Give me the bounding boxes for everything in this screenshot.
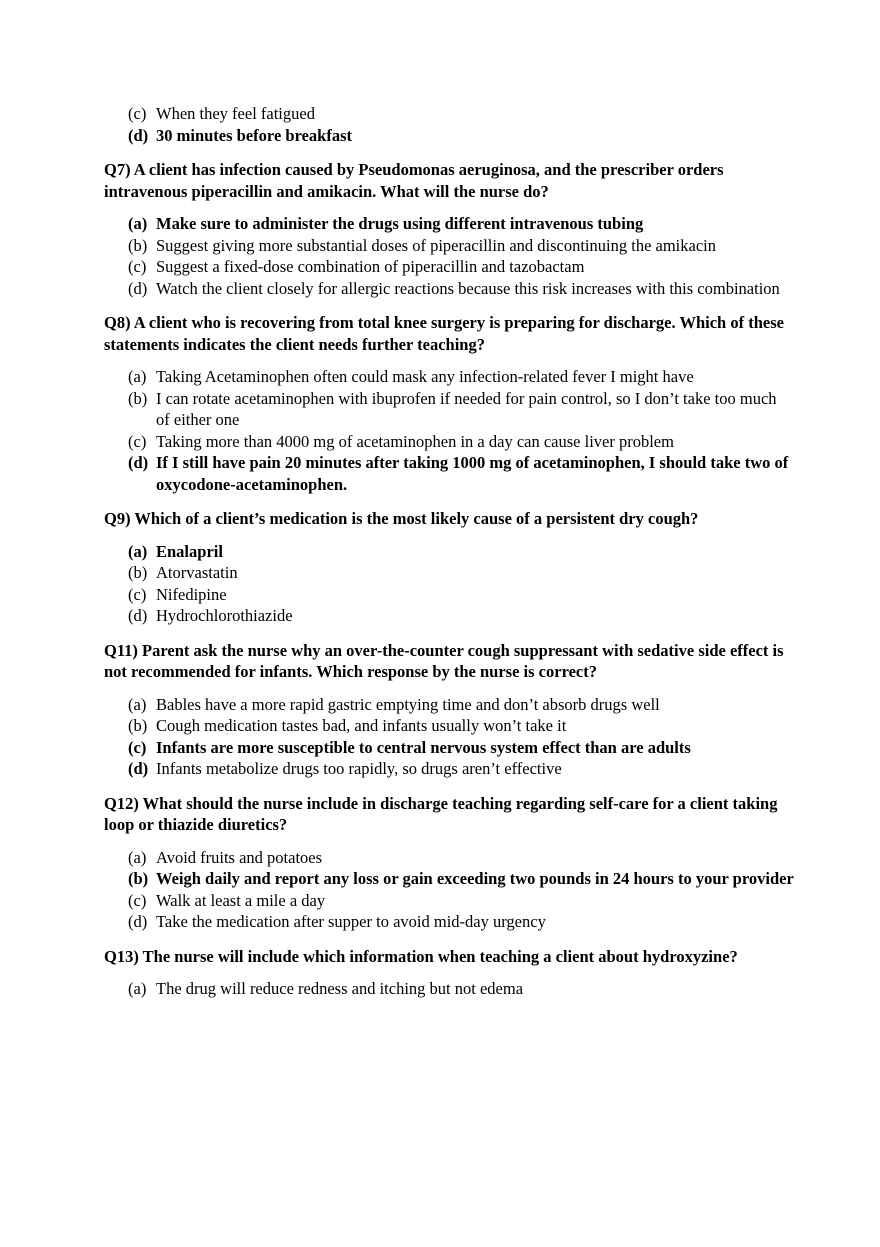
option-letter: (d) xyxy=(128,912,148,931)
option-letter: (b) xyxy=(128,716,148,735)
option-letter: (c) xyxy=(128,257,147,276)
option-b xyxy=(128,562,794,584)
option-letter: (b) xyxy=(128,388,148,408)
option-text: Atorvastatin xyxy=(156,563,238,582)
option-text: Take the medication after supper to avoid mid-day urgency xyxy=(156,912,546,931)
answer-options xyxy=(104,366,794,495)
option-letter: (c) xyxy=(128,890,147,910)
question-text: Q11) Parent ask the nurse why an over-the-counter cough suppressant with sedative side effect is not recommended for infants. Which response by the nurse is correct? xyxy=(104,640,784,681)
option-text: Walk at least a mile a day xyxy=(156,890,326,910)
option-letter: (c) xyxy=(128,584,147,604)
option-letter: (b) xyxy=(128,869,149,888)
option-text: 30 minutes before breakfast xyxy=(156,125,353,145)
option-b xyxy=(128,715,794,737)
option-letter: (a) xyxy=(128,214,148,233)
answer-options xyxy=(104,213,794,299)
option-letter: (b) xyxy=(128,235,148,255)
option-a-answer xyxy=(128,213,794,235)
question-text: Q13) The nurse will include which information when teaching a client about hydroxyzine? xyxy=(104,946,738,966)
option-letter: (c) xyxy=(128,431,147,451)
option-c xyxy=(128,103,794,125)
option-letter: (a) xyxy=(128,694,147,714)
question-block-q9 xyxy=(104,508,794,627)
option-a xyxy=(128,694,794,716)
option-d xyxy=(128,605,794,627)
question-text: Q12) What should the nurse include in discharge teaching regarding self-care for a client taking loop or thiazide diuretics? xyxy=(104,793,778,834)
option-d-answer xyxy=(128,452,794,495)
option-c xyxy=(128,431,794,453)
option-text: Infants are more susceptible to central nervous system effect than are adults xyxy=(156,737,691,757)
option-text: Hydrochlorothiazide xyxy=(156,606,293,625)
option-letter: (a) xyxy=(128,367,147,386)
option-d xyxy=(128,758,794,780)
question-text: Q9) Which of a client’s medication is the most likely cause of a persistent dry cough? xyxy=(104,509,699,528)
option-a xyxy=(128,366,794,388)
answer-options xyxy=(104,541,794,627)
option-text: Bables have a more rapid gastric emptying time and don’t absorb drugs well xyxy=(156,694,660,714)
option-d xyxy=(128,278,794,300)
question-block-q8 xyxy=(104,312,794,495)
question-text: Q8) A client who is recovering from total knee surgery is preparing for discharge. Which of these statements indicates the client needs further teaching? xyxy=(104,313,784,354)
question-block-q7 xyxy=(104,159,794,299)
option-text: Nifedipine xyxy=(156,584,227,604)
option-text: The drug will reduce redness and itching but not edema xyxy=(156,979,524,998)
option-letter: (b) xyxy=(128,563,148,582)
option-text: Taking more than 4000 mg of acetaminophen in a day can cause liver problem xyxy=(156,431,674,451)
option-text: Avoid fruits and potatoes xyxy=(156,847,323,867)
option-d xyxy=(128,911,794,933)
option-letter: (d) xyxy=(128,278,148,298)
question-text: Q7) A client has infection caused by Pseudomonas aeruginosa, and the prescriber orders intravenous piperacillin and amikacin. What will the nurse do? xyxy=(104,160,724,201)
option-letter: (a) xyxy=(128,541,148,561)
option-letter: (a) xyxy=(128,847,147,867)
option-letter: (d) xyxy=(128,125,149,145)
continuation-options xyxy=(104,103,794,146)
option-a-answer xyxy=(128,541,794,563)
option-c xyxy=(128,584,794,606)
option-c xyxy=(128,890,794,912)
option-c xyxy=(128,256,794,278)
option-b xyxy=(128,235,794,257)
option-b-answer xyxy=(128,868,794,890)
question-block-q11 xyxy=(104,640,794,780)
option-letter: (d) xyxy=(128,453,149,472)
answer-options xyxy=(104,978,794,1000)
option-text: Infants metabolize drugs too rapidly, so drugs aren’t effective xyxy=(156,759,562,778)
option-text: Cough medication tastes bad, and infants usually won’t take it xyxy=(156,716,567,735)
option-letter: (c) xyxy=(128,737,147,757)
option-text: When they feel fatigued xyxy=(156,104,315,123)
option-text: Suggest a fixed-dose combination of piperacillin and tazobactam xyxy=(156,257,585,276)
document-page xyxy=(104,103,794,1000)
option-letter: (d) xyxy=(128,606,148,625)
answer-options xyxy=(104,847,794,933)
option-c-answer xyxy=(128,737,794,759)
option-a xyxy=(128,978,794,1000)
question-block-q12 xyxy=(104,793,794,933)
option-text: Watch the client closely for allergic reactions because this risk increases with this combination xyxy=(156,278,780,298)
answer-options xyxy=(104,694,794,780)
option-text: Make sure to administer the drugs using different intravenous tubing xyxy=(156,214,644,233)
option-text: I can rotate acetaminophen with ibuprofen if needed for pain control, so I don’t take too much of either one xyxy=(156,388,777,429)
option-letter: (a) xyxy=(128,979,147,998)
option-text: If I still have pain 20 minutes after taking 1000 mg of acetaminophen, I should take two of oxycodone-acetaminophen. xyxy=(156,453,789,494)
question-block-q13 xyxy=(104,946,794,1000)
option-text: Suggest giving more substantial doses of piperacillin and discontinuing the amikacin xyxy=(156,235,716,255)
option-text: Weigh daily and report any loss or gain exceeding two pounds in 24 hours to your provider xyxy=(156,869,794,888)
option-b xyxy=(128,388,794,431)
option-letter: (d) xyxy=(128,759,149,778)
option-letter: (c) xyxy=(128,104,147,123)
option-text: Enalapril xyxy=(156,541,223,561)
option-d-answer xyxy=(128,125,794,147)
option-text: Taking Acetaminophen often could mask any infection-related fever I might have xyxy=(156,367,694,386)
option-a xyxy=(128,847,794,869)
